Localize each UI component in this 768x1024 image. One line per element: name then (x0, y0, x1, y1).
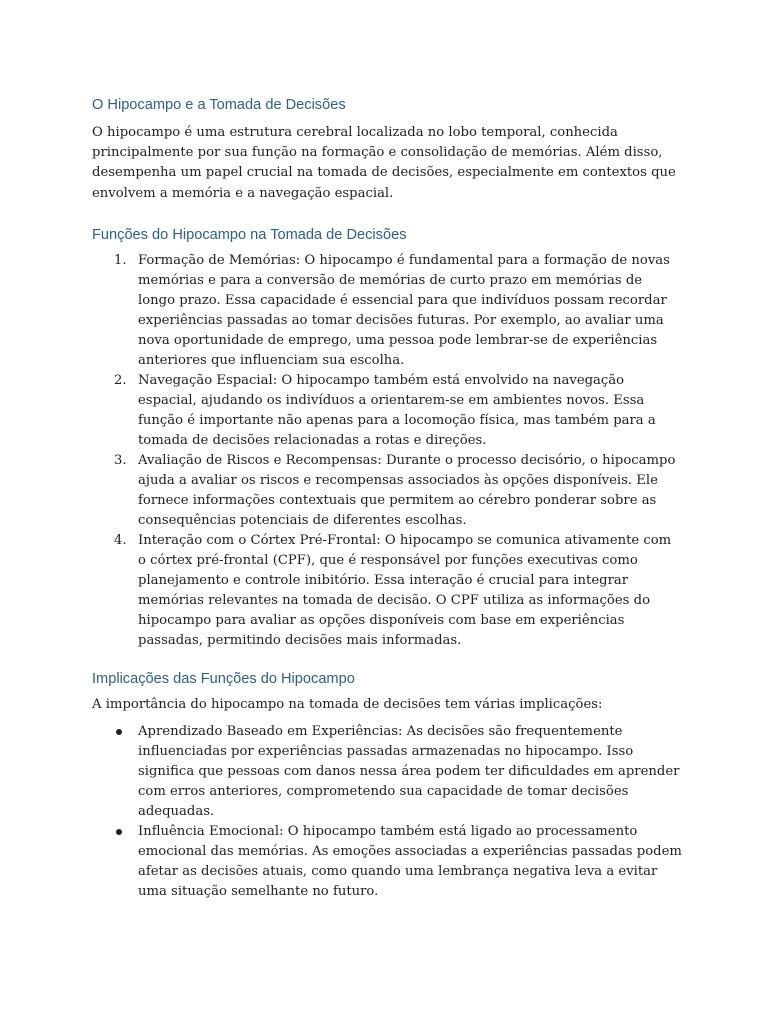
list-item-text: Avaliação de Riscos e Recompensas: Durante o processo decisório, o hipocampo ajuda a avaliar os riscos e recompensas associados às opções disponíveis. Ele fornece informações contextuais que permitem ao cérebro ponderar sobre as consequências potenciais de diferentes escolhas. (138, 452, 676, 528)
document-page (92, 94, 682, 902)
document-title: O Hipocampo e a Tomada de Decisões (92, 97, 346, 113)
list-item (92, 531, 682, 651)
numbered-list-funcoes (92, 251, 682, 651)
bullet-list-implicacoes (92, 722, 682, 902)
section-heading-implicacoes: Implicações das Funções do Hipocampo (92, 670, 355, 687)
list-number: 3. (114, 452, 127, 468)
section-heading-funcoes: Funções do Hipocampo na Tomada de Decisões (92, 226, 407, 243)
bullet-icon (116, 829, 122, 835)
list-item-text: Aprendizado Baseado em Experiências: As decisões são frequentemente influenciadas por experiências passadas armazenadas no hipocampo. Isso significa que pessoas com danos nessa área podem ter dificuldades em aprender com erros anteriores, comprometendo sua capacidade de tomar decisões adequadas. (138, 724, 680, 820)
list-number: 2. (114, 372, 127, 388)
implicacoes-intro-paragraph: A importância do hipocampo na tomada de decisões tem várias implicações: (92, 696, 603, 712)
list-number: 1. (114, 252, 127, 268)
list-item (92, 251, 682, 371)
list-item (92, 451, 682, 531)
list-item (92, 822, 682, 902)
list-item-text: Formação de Memórias: O hipocampo é fundamental para a formação de novas memórias e para a conversão de memórias de curto prazo em memórias de longo prazo. Essa capacidade é essencial para que indivíduos possam recordar experiências passadas ao tomar decisões futuras. Por exemplo, ao avaliar uma nova oportunidade de emprego, uma pessoa pode lembrar-se de experiências anteriores que influenciam sua escolha. (138, 252, 670, 368)
intro-paragraph: O hipocampo é uma estrutura cerebral localizada no lobo temporal, conhecida principalmente por sua função na formação e consolidação de memórias. Além disso, desempenha um papel crucial na tomada de decisões, especialmente em contextos que envolvem a memória e a navegação espacial. (92, 125, 676, 201)
list-item-text: Influência Emocional: O hipocampo também está ligado ao processamento emocional das memórias. As emoções associadas a experiências passadas podem afetar as decisões atuais, como quando uma lembrança negativa leva a evitar uma situação semelhante no futuro. (138, 824, 682, 900)
list-item-text: Navegação Espacial: O hipocampo também está envolvido na navegação espacial, ajudando os indivíduos a orientarem-se em ambientes novos. Essa função é importante não apenas para a locomoção física, mas também para a tomada de decisões relacionadas a rotas e direções. (138, 372, 656, 448)
list-number: 4. (114, 532, 127, 548)
bullet-icon (116, 729, 122, 735)
list-item (92, 371, 682, 451)
list-item-text: Interação com o Córtex Pré-Frontal: O hipocampo se comunica ativamente com o córtex pré-frontal (CPF), que é responsável por funções executivas como planejamento e controle inibitório. Essa interação é crucial para integrar memórias relevantes na tomada de decisão. O CPF utiliza as informações do hipocampo para avaliar as opções disponíveis com base em experiências passadas, permitindo decisões mais informadas. (138, 532, 672, 648)
list-item (92, 722, 682, 822)
